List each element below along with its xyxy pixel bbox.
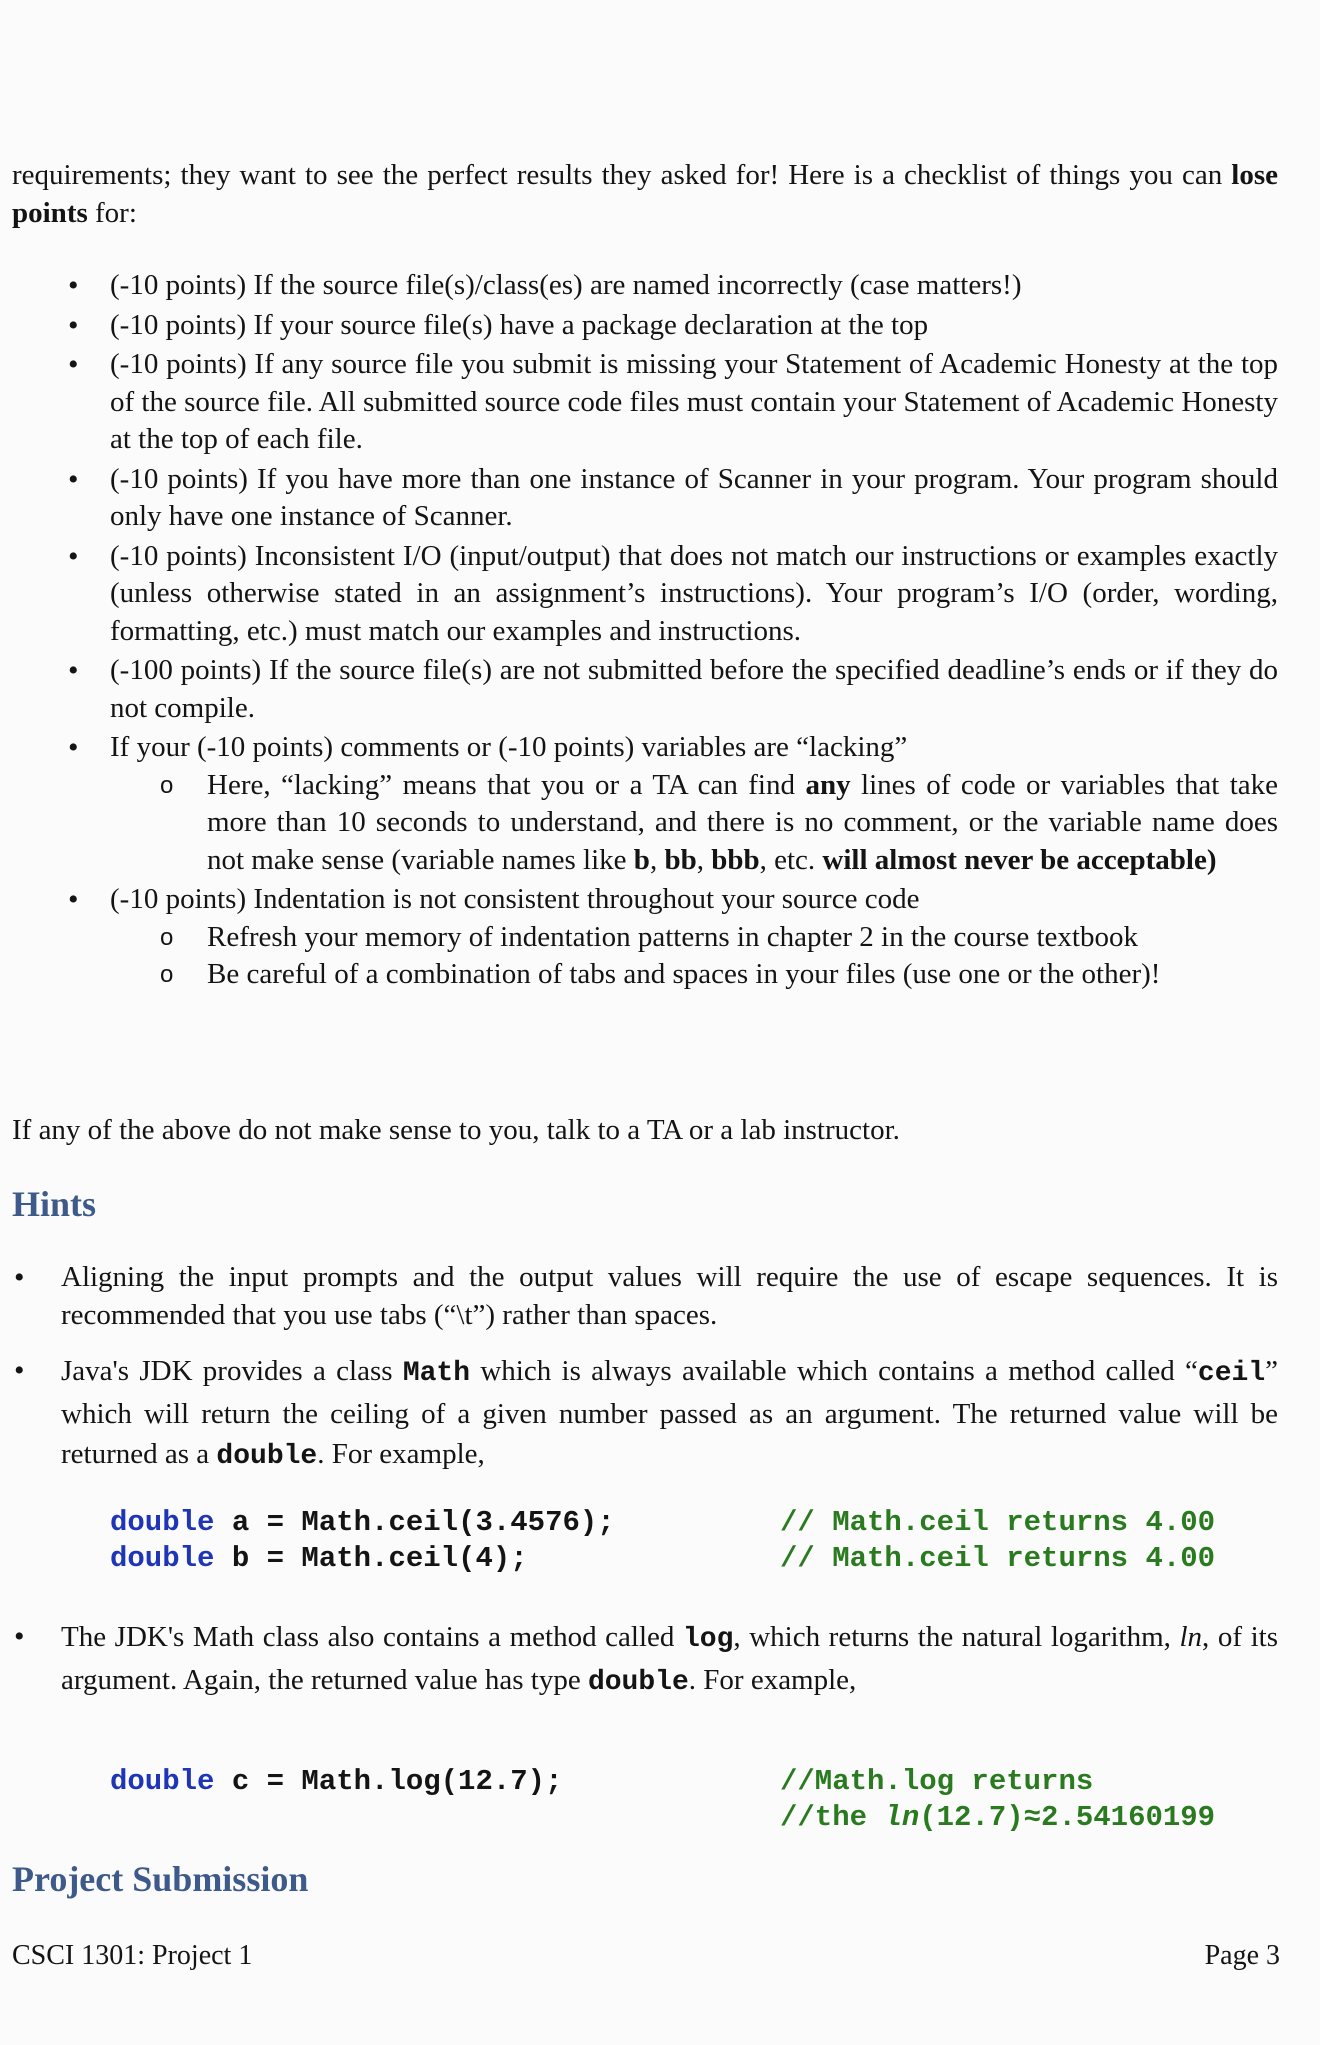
help-note: If any of the above do not make sense to you, talk to a TA or a lab instructor.: [12, 1114, 900, 1146]
footer-page-number: Page 3: [1204, 1940, 1280, 1971]
checklist-item-lacking: [0, 729, 1278, 879]
checklist-item: • (-10 points) If any source file you submit is missing your Statement of Academic Honesty at the top of the source file. All submitted source code files must contain your Statement of Academic Honesty at the top of each file.: [0, 346, 1278, 459]
indentation-sublist: [110, 919, 1278, 994]
intro-bold: lose points: [12, 159, 1278, 229]
hints-list: [0, 1259, 1278, 1477]
hints-list-continued: [0, 1617, 1278, 1703]
sublist-item: o Be careful of a combination of tabs and spaces in your files (use one or the other)!: [110, 956, 1278, 994]
checklist-item-text: (-10 points) Indentation is not consistent throughout your source code: [110, 883, 920, 915]
code-block-ceil: double a = Math.ceil(3.4576); // Math.ceil returns 4.00 double b = Math.ceil(4); // Math.ceil returns 4.00: [110, 1506, 1216, 1575]
checklist-item: • (-10 points) If the source file(s)/class(es) are named incorrectly (case matters!): [0, 267, 1278, 305]
code-block-log: double c = Math.log(12.7); //Math.log returns //the ln(12.7)≈2.54160199: [110, 1765, 1216, 1834]
checklist-item: • (-10 points) If you have more than one instance of Scanner in your program. Your program should only have one instance of Scanner.: [0, 461, 1278, 536]
intro-text: requirements; they want to see the perfect results they asked for! Here is a checklist of things you can: [12, 159, 1232, 191]
intro-paragraph: [12, 157, 1278, 232]
hints-heading: Hints: [12, 1184, 97, 1224]
checklist-item: • (-100 points) If the source file(s) are not submitted before the specified deadline’s ends or if they do not compile.: [0, 652, 1278, 727]
sublist-item: o Here, “lacking” means that you or a TA can find any lines of code or variables that take more than 10 seconds to understand, and there is no comment, or the variable name does not make sense (variable names like b, bb, bbb, etc. will almost never be acceptable): [110, 767, 1278, 880]
penalty-checklist: [0, 267, 1278, 996]
footer-course: CSCI 1301: Project 1: [12, 1940, 253, 1971]
checklist-item: • (-10 points) Inconsistent I/O (input/output) that does not match our instructions or examples exactly (unless otherwise stated in an assignment’s instructions). Your program’s I/O (order, wording, formatting, etc.) must match our examples and instructions.: [0, 538, 1278, 651]
hint-item: • Aligning the input prompts and the output values will require the use of escape sequences. It is recommended that you use tabs (“\t”) rather than spaces.: [0, 1259, 1278, 1334]
sublist-item: o Refresh your memory of indentation patterns in chapter 2 in the course textbook: [110, 919, 1278, 957]
lacking-sublist: [110, 767, 1278, 880]
checklist-item-text: If your (-10 points) comments or (-10 points) variables are “lacking”: [110, 731, 908, 763]
hint-item: • The JDK's Math class also contains a method called log, which returns the natural logarithm, ln, of its argument. Again, the returned value has type double. For example,: [0, 1617, 1278, 1703]
hint-item: • Java's JDK provides a class Math which is always available which contains a method called “ceil” which will return the ceiling of a given number passed as an argument. The returned value will be returned as a double. For example,: [0, 1351, 1278, 1477]
intro-text-end: for:: [87, 196, 137, 229]
checklist-item-indentation: [0, 881, 1278, 994]
project-submission-heading: Project Submission: [12, 1859, 309, 1899]
checklist-item: • (-10 points) If your source file(s) have a package declaration at the top: [0, 307, 1278, 345]
